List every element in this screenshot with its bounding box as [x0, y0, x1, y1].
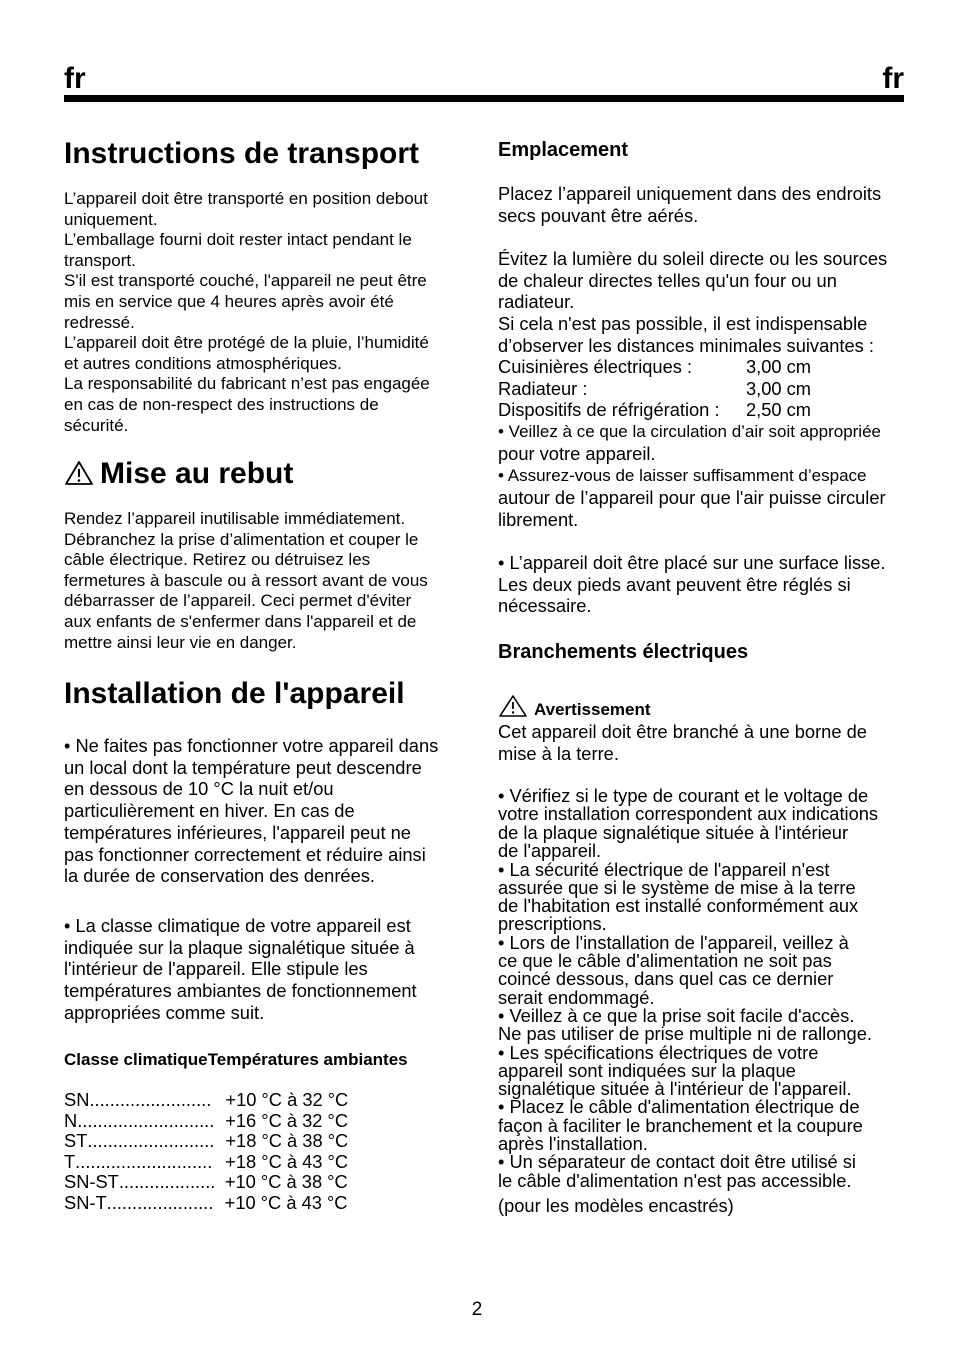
installation-para-climate: • La classe climatique de votre appareil est indiquée sur la plaque signalétique située à l'intérieur de l'appareil. Elle stipule les températures ambiantes de fonctionnement appropriées comme suit. — [64, 915, 417, 1023]
climate-row — [64, 1172, 474, 1193]
installation-para-temperature: • Ne faites pas fonctionner votre appareil dans un local dont la température peut descendre en dessous de 10 °C la nuit et/ou particulièrement en hiver. En cas de températures inférieures, l'appareil peut ne pas fonctionner correctement et réduire ainsi la durée de conservation des denrées. — [64, 735, 439, 887]
distance-row — [498, 378, 908, 400]
climate-row — [64, 1111, 474, 1132]
climate-leader-dots: ..................... — [106, 1192, 214, 1213]
placement-bullet-surface: • L’appareil doit être placé sur une surface lisse. Les deux pieds avant peuvent être réglés si nécessaire. — [498, 552, 886, 617]
header-language-left: fr — [64, 62, 86, 95]
climate-class: ST — [64, 1130, 88, 1151]
climate-row — [64, 1152, 474, 1173]
climate-table-header: Classe climatiqueTempératures ambiantes — [64, 1050, 408, 1069]
climate-row — [64, 1193, 474, 1214]
placement-bullet-air-b: pour votre appareil. — [498, 443, 656, 464]
climate-row — [64, 1131, 474, 1152]
warning-heading — [498, 694, 908, 724]
placement-bullet-space-b: autour de l’appareil pour que l'air puisse circuler librement. — [498, 487, 886, 530]
distance-list — [498, 356, 908, 421]
distance-label: Radiateur : — [498, 377, 588, 399]
header-rule — [64, 95, 904, 102]
electrical-title: Branchements électriques — [498, 641, 749, 663]
distance-row — [498, 356, 908, 378]
placement-para-heat: Évitez la lumière du soleil directe ou les sources de chaleur directes telles qu'un four ou un radiateur. Si cela n'est pas possible, il est indispensable d’observer les distances minimales suivantes : — [498, 248, 888, 356]
electrical-bullet-b: votre installation correspondent aux indications — [498, 803, 879, 824]
climate-range: +16 °C à 32 °C — [225, 1109, 349, 1131]
climate-leader-dots: ................... — [118, 1172, 216, 1192]
climate-range: +10 °C à 38 °C — [224, 1171, 348, 1192]
placement-bullet-space-a: • Assurez-vous de laisser suffisamment d’espace — [498, 466, 867, 485]
placement-bullet-air-a: • Veillez à ce que la circulation d’air soit appropriée — [498, 422, 881, 441]
distance-row — [498, 399, 908, 421]
distance-label: Cuisinières électriques : — [498, 356, 693, 377]
placement-para-dry: Placez l’appareil uniquement dans des endroits secs pouvant être aérés. — [498, 183, 882, 226]
placement-title: Emplacement — [498, 139, 629, 161]
transport-title: Instructions de transport — [64, 137, 420, 170]
disposal-heading — [64, 456, 474, 495]
climate-row — [64, 1090, 474, 1111]
climate-class: N — [64, 1109, 78, 1131]
disposal-body: Rendez l’appareil inutilisable immédiatement. Débranchez la prise d’alimentation et couper le câble électrique. Retirez ou détruisez les fermetures à bascule ou à ressort avant de vous débarrasser de l’appareil. Ceci permet d'éviter aux enfants de s'enfermer dans l'appareil et de mettre ainsi leur vie en danger. — [64, 509, 428, 652]
climate-class: SN — [64, 1089, 90, 1110]
distance-label: Dispositifs de réfrigération : — [498, 399, 720, 421]
header-language-right: fr — [882, 62, 904, 95]
climate-range: +18 °C à 38 °C — [225, 1130, 349, 1151]
warning-triangle-icon — [64, 459, 94, 495]
installation-title: Installation de l'appareil — [64, 677, 405, 710]
climate-leader-dots: ........................ — [89, 1090, 212, 1110]
electrical-bullets: de la plaque signalétique située à l'intérieur de l'appareil. • La sécurité électrique de l'appareil n'est assurée que si le système de mise à la terre de l'habitation est installé conformément aux prescriptions. • Lors de l'installation de l'appareil, veillez à ce que le câble d'alimentation ne soit pas coincé dessous, dans quel cas ce dernier serait endommagé. • Veillez à ce que la prise soit facile d'accès. Ne pas utiliser de prise multiple ni de rallonge. • Les spécifications électriques de votre appareil sont indiquées sur la plaque signalétique située à l'intérieur de l'appareil. • Placez le câble d'alimentation électrique de façon à faciliter le branchement et la coupure après l'installation. • Un séparateur de contact doit être utilisé si le câble d'alimentation n'est pas accessible. — [498, 822, 872, 1191]
transport-body: L’appareil doit être transporté en position debout uniquement. L’emballage fourni doit rester intact pendant le transport. S'il est transporté couché, l'appareil ne peut être mis en service que 4 heures après avoir été redressé. L’appareil doit être protégé de la pluie, l’humidité et autres conditions atmosphériques. La responsabilité du fabricant n’est pas engagée en cas de non-respect des instructions de sécurité. — [64, 189, 430, 435]
warning-text: Cet appareil doit être branché à une borne de mise à la terre. — [498, 721, 867, 764]
distance-value: 2,50 cm — [746, 399, 812, 421]
climate-table — [64, 1090, 474, 1213]
warning-label: Avertissement — [534, 700, 651, 719]
page-number: 2 — [471, 1299, 483, 1320]
climate-class: SN-ST — [64, 1171, 119, 1192]
climate-leader-dots: ......................... — [87, 1131, 215, 1151]
electrical-note: (pour les modèles encastrés) — [498, 1195, 734, 1216]
distance-value: 3,00 cm — [746, 356, 812, 377]
climate-range: +18 °C à 43 °C — [225, 1150, 349, 1172]
disposal-title: Mise au rebut — [100, 457, 294, 490]
electrical-bullet-a: • Vérifiez si le type de courant et le voltage de — [498, 785, 869, 806]
climate-range: +10 °C à 32 °C — [225, 1089, 349, 1110]
warning-triangle-icon — [498, 694, 528, 724]
climate-class: T — [64, 1150, 76, 1172]
distance-value: 3,00 cm — [746, 377, 812, 399]
climate-leader-dots: ........................... — [77, 1110, 215, 1131]
climate-leader-dots: ........................... — [75, 1151, 213, 1172]
climate-range: +10 °C à 43 °C — [224, 1191, 348, 1213]
climate-class: SN-T — [64, 1191, 107, 1213]
